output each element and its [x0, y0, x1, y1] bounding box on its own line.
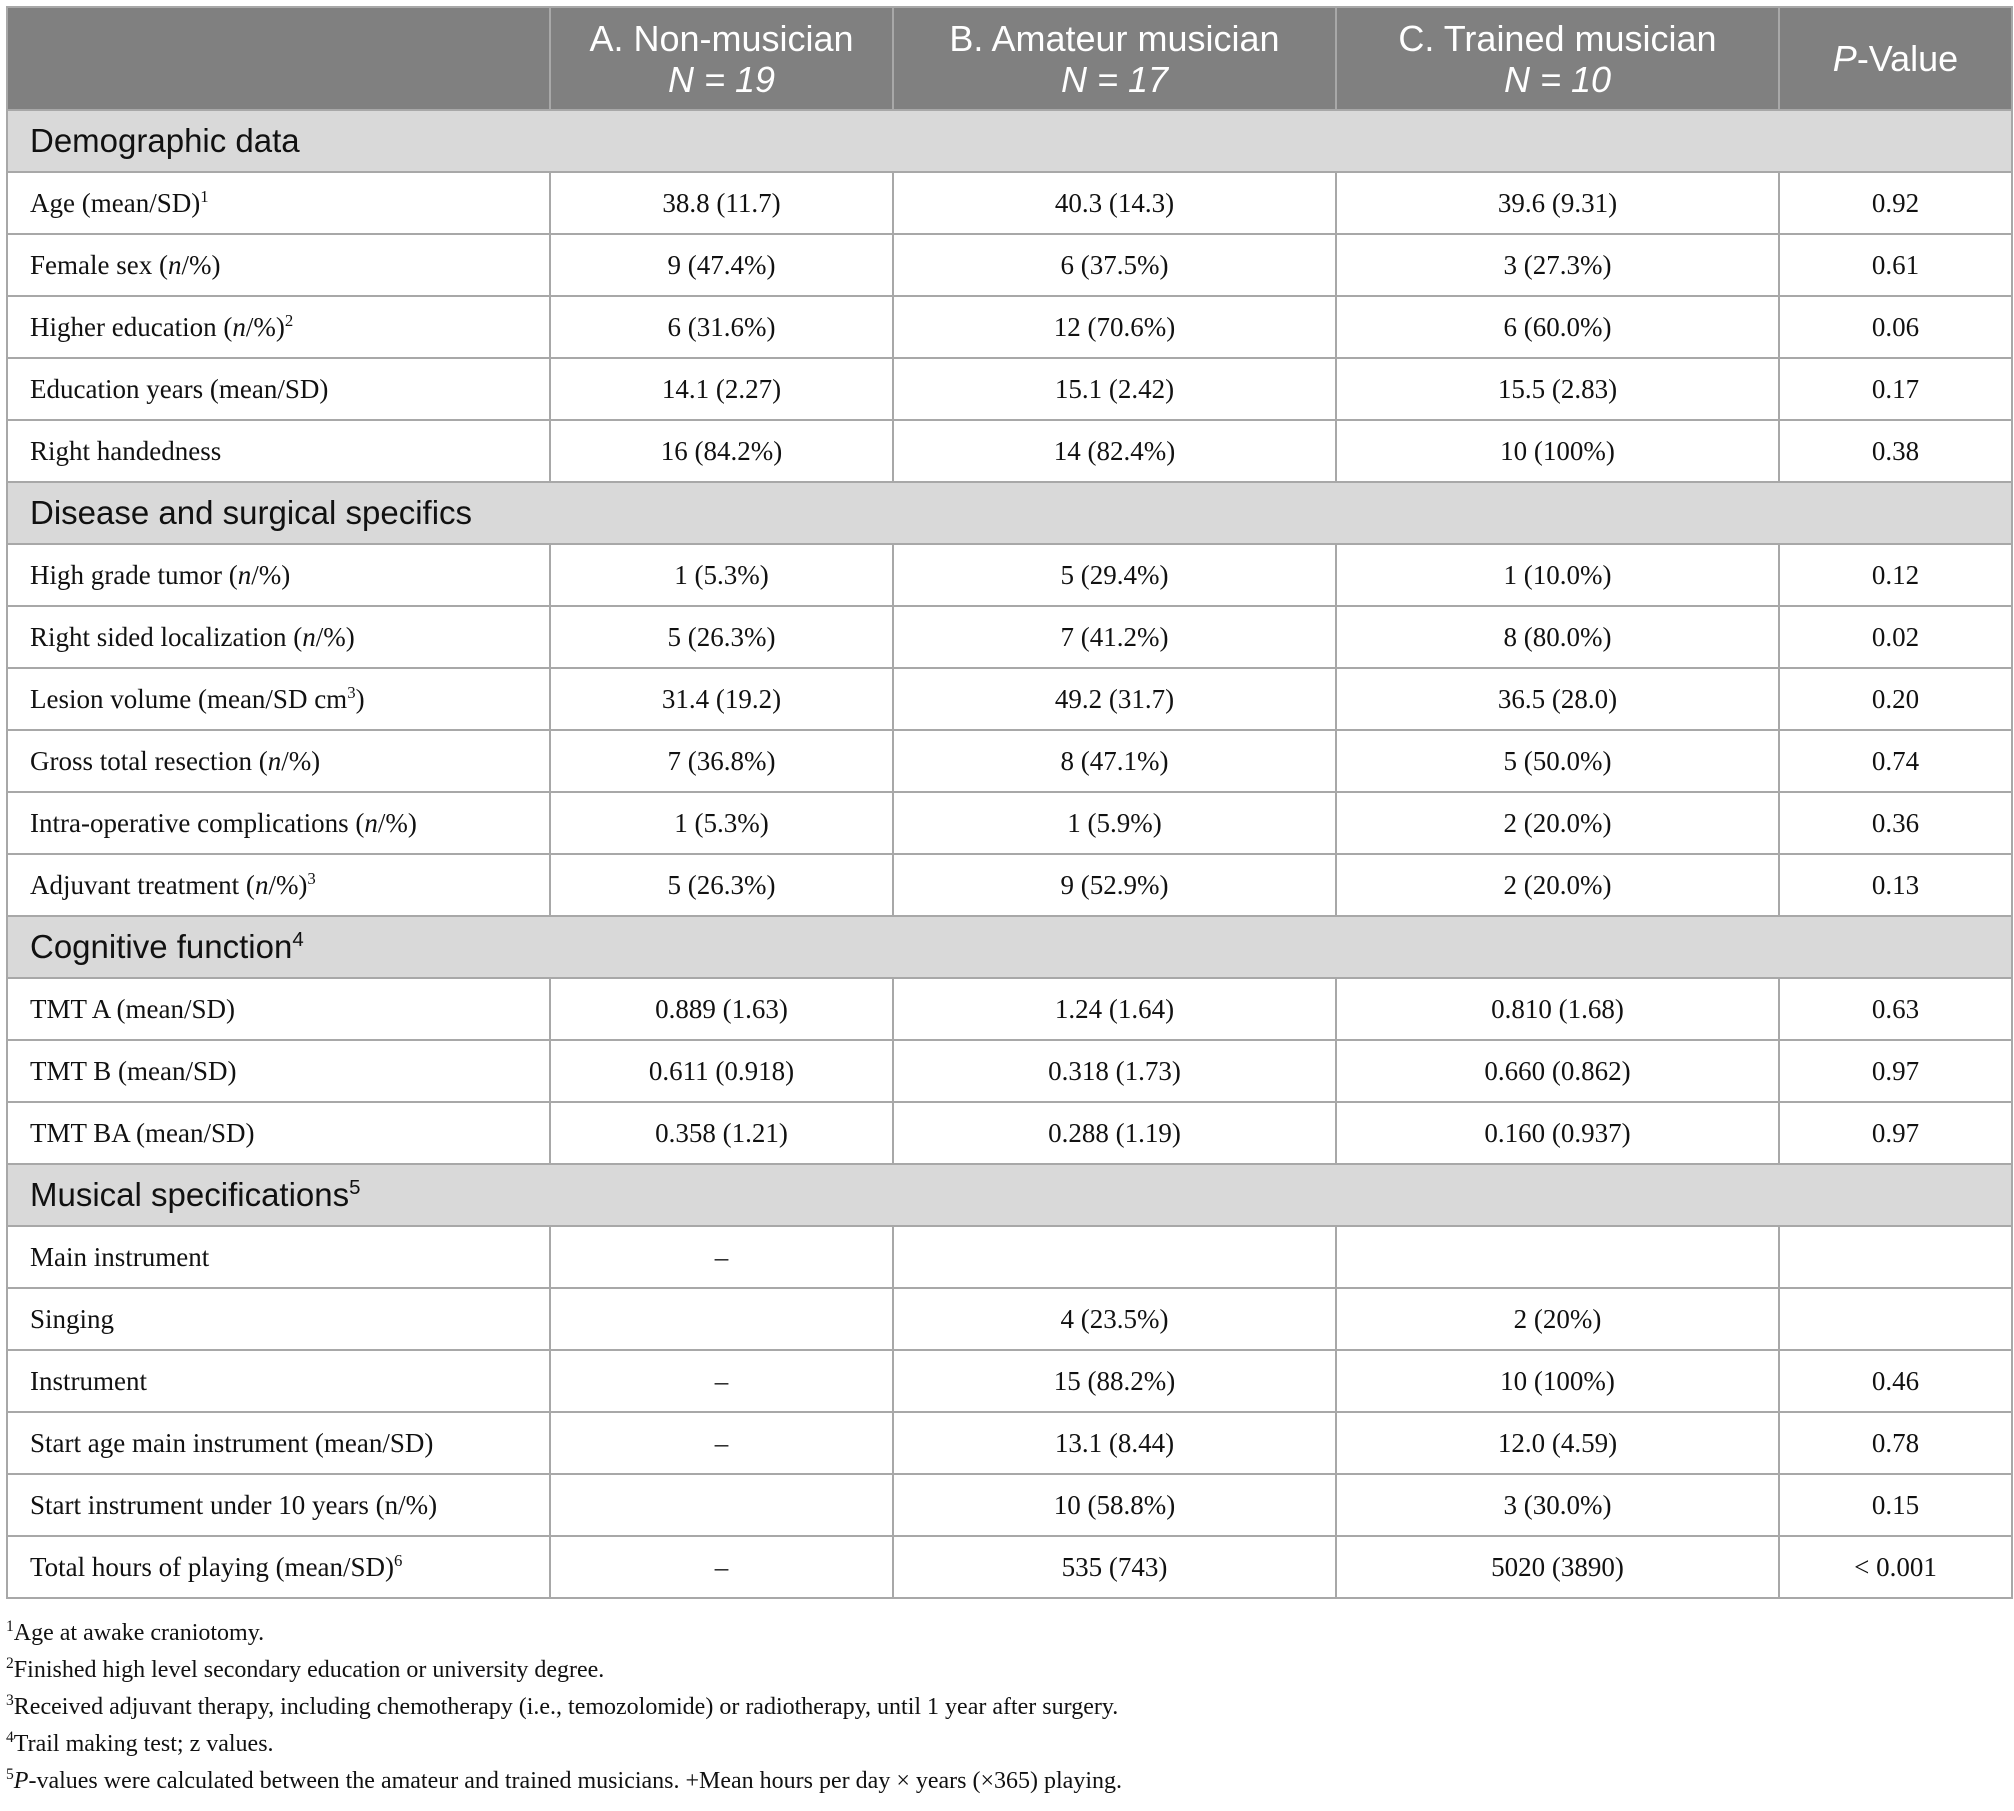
row-label-text: Age (mean/SD) — [30, 187, 201, 218]
header-col-c-title: C. Trained musician — [1398, 17, 1717, 59]
cell-amateur: 14 (82.4%) — [893, 420, 1336, 482]
header-col-a-n: N = 19 — [667, 58, 776, 100]
section-title — [7, 916, 2012, 978]
cell-p-value — [1779, 1288, 2012, 1350]
footnote — [6, 1652, 2008, 1689]
cell-non-musician: 31.4 (19.2) — [550, 668, 893, 730]
row-label — [7, 296, 550, 358]
row-label-text: /%) — [268, 869, 308, 900]
cell-amateur: 4 (23.5%) — [893, 1288, 1336, 1350]
row-label-italic: n — [232, 311, 246, 342]
cell-non-musician: 5 (26.3%) — [550, 854, 893, 916]
header-col-b — [893, 7, 1336, 110]
row-label-text: Lesion volume (mean/SD cm — [30, 683, 348, 714]
cell-trained: 15.5 (2.83) — [1336, 358, 1779, 420]
table-row — [7, 606, 2012, 668]
cell-p-value: 0.12 — [1779, 544, 2012, 606]
cell-p-value — [1779, 1226, 2012, 1288]
header-col-p-title: P-Value — [1832, 38, 1959, 79]
table-row — [7, 234, 2012, 296]
cell-trained: 5020 (3890) — [1336, 1536, 1779, 1598]
row-label — [7, 792, 550, 854]
header-col-a — [550, 7, 893, 110]
cell-non-musician: – — [550, 1350, 893, 1412]
cell-amateur: 9 (52.9%) — [893, 854, 1336, 916]
row-label — [7, 1102, 550, 1164]
footnote — [6, 1726, 2008, 1763]
cell-non-musician: 0.611 (0.918) — [550, 1040, 893, 1102]
cell-amateur: 7 (41.2%) — [893, 606, 1336, 668]
row-label-text: TMT A (mean/SD) — [30, 993, 235, 1024]
row-label-text: /%) — [315, 621, 355, 652]
row-label — [7, 1474, 550, 1536]
table-row — [7, 1102, 2012, 1164]
cell-p-value: 0.78 — [1779, 1412, 2012, 1474]
row-label-text: Total hours of playing (mean/SD) — [30, 1551, 395, 1582]
cell-amateur: 535 (743) — [893, 1536, 1336, 1598]
section-title-text: Musical specifications — [30, 1176, 350, 1213]
cell-p-value: 0.36 — [1779, 792, 2012, 854]
cell-p-value: 0.06 — [1779, 296, 2012, 358]
table-row — [7, 792, 2012, 854]
table-row — [7, 420, 2012, 482]
row-label-italic: n — [302, 621, 316, 652]
row-label-italic: n — [254, 869, 269, 900]
row-label-text: Education years (mean/SD) — [30, 373, 329, 404]
header-col-c — [1336, 7, 1779, 110]
row-label — [7, 1350, 550, 1412]
cell-non-musician: 9 (47.4%) — [550, 234, 893, 296]
footnote-italic: P — [13, 1768, 29, 1794]
cell-amateur — [893, 1226, 1336, 1288]
cell-trained: 36.5 (28.0) — [1336, 668, 1779, 730]
table-row — [7, 1226, 2012, 1288]
footnote — [6, 1763, 2008, 1800]
cell-amateur: 40.3 (14.3) — [893, 172, 1336, 234]
footnote-text: Age at awake craniotomy. — [13, 1620, 265, 1646]
cell-amateur: 8 (47.1%) — [893, 730, 1336, 792]
unit-superscript: 3 — [347, 682, 356, 702]
row-label-text: /%) — [377, 807, 417, 838]
row-label-text: ) — [355, 683, 365, 714]
cell-trained: 0.660 (0.862) — [1336, 1040, 1779, 1102]
header-col-a-title: A. Non-musician — [589, 17, 854, 59]
section-header-musical — [7, 1164, 2012, 1226]
row-label — [7, 420, 550, 482]
cell-p-value: 0.97 — [1779, 1040, 2012, 1102]
table-row — [7, 544, 2012, 606]
cell-amateur: 1 (5.9%) — [893, 792, 1336, 854]
row-label-italic: n — [364, 807, 378, 838]
cell-trained: 8 (80.0%) — [1336, 606, 1779, 668]
row-label-text: /%) — [245, 311, 285, 342]
row-label — [7, 1412, 550, 1474]
table-row — [7, 358, 2012, 420]
section-title-text: Disease and surgical specifics — [30, 494, 473, 531]
row-label — [7, 1536, 550, 1598]
header-col-b-title: B. Amateur musician — [949, 17, 1280, 59]
row-label-text: TMT B (mean/SD) — [30, 1055, 237, 1086]
row-label-text: /%) — [281, 745, 321, 776]
cell-p-value: 0.63 — [1779, 978, 2012, 1040]
cell-p-value: 0.15 — [1779, 1474, 2012, 1536]
cell-trained: 1 (10.0%) — [1336, 544, 1779, 606]
row-label-text: /%) — [251, 559, 291, 590]
section-title — [7, 110, 2012, 172]
cell-non-musician: – — [550, 1226, 893, 1288]
cell-trained: 0.160 (0.937) — [1336, 1102, 1779, 1164]
row-label — [7, 668, 550, 730]
section-header-demographic — [7, 110, 2012, 172]
row-label — [7, 730, 550, 792]
table-row — [7, 1350, 2012, 1412]
cell-trained: 10 (100%) — [1336, 420, 1779, 482]
cell-trained: 12.0 (4.59) — [1336, 1412, 1779, 1474]
footnotes — [6, 1615, 2008, 1800]
cell-amateur: 0.318 (1.73) — [893, 1040, 1336, 1102]
cell-p-value: 0.02 — [1779, 606, 2012, 668]
row-label-italic: n — [167, 249, 182, 280]
cell-trained: 2 (20.0%) — [1336, 854, 1779, 916]
cell-trained: 2 (20.0%) — [1336, 792, 1779, 854]
table-row — [7, 172, 2012, 234]
cell-p-value: 0.61 — [1779, 234, 2012, 296]
cell-amateur: 5 (29.4%) — [893, 544, 1336, 606]
cell-non-musician: 0.358 (1.21) — [550, 1102, 893, 1164]
cell-trained: 39.6 (9.31) — [1336, 172, 1779, 234]
data-table — [6, 6, 2013, 1599]
cell-amateur: 49.2 (31.7) — [893, 668, 1336, 730]
cell-non-musician — [550, 1474, 893, 1536]
cell-p-value: 0.17 — [1779, 358, 2012, 420]
cell-amateur: 0.288 (1.19) — [893, 1102, 1336, 1164]
cell-non-musician: 6 (31.6%) — [550, 296, 893, 358]
header-row — [7, 7, 2012, 110]
cell-non-musician: – — [550, 1412, 893, 1474]
footnote-ref: 3 — [307, 868, 316, 888]
row-label-text: Right sided localization ( — [30, 621, 303, 652]
cell-non-musician: 14.1 (2.27) — [550, 358, 893, 420]
row-label-text: High grade tumor ( — [30, 559, 238, 590]
cell-amateur: 1.24 (1.64) — [893, 978, 1336, 1040]
cell-non-musician — [550, 1288, 893, 1350]
row-label — [7, 1288, 550, 1350]
row-label-text: Start instrument under 10 years (n/%) — [30, 1489, 438, 1520]
cell-non-musician: 1 (5.3%) — [550, 544, 893, 606]
section-header-disease — [7, 482, 2012, 544]
section-title — [7, 1164, 2012, 1226]
cell-trained: 3 (27.3%) — [1336, 234, 1779, 296]
cell-non-musician: 7 (36.8%) — [550, 730, 893, 792]
cell-p-value: 0.74 — [1779, 730, 2012, 792]
footnote-ref: 1 — [200, 186, 209, 206]
table-row — [7, 730, 2012, 792]
cell-non-musician: – — [550, 1536, 893, 1598]
cell-non-musician: 38.8 (11.7) — [550, 172, 893, 234]
footnote-ref: 4 — [292, 928, 304, 951]
cell-p-value: 0.97 — [1779, 1102, 2012, 1164]
row-label — [7, 606, 550, 668]
footnote-ref: 6 — [394, 1550, 403, 1570]
row-label — [7, 234, 550, 296]
cell-amateur: 6 (37.5%) — [893, 234, 1336, 296]
cell-trained — [1336, 1226, 1779, 1288]
footnote — [6, 1689, 2008, 1726]
section-header-cognitive — [7, 916, 2012, 978]
row-label — [7, 854, 550, 916]
cell-p-value: < 0.001 — [1779, 1536, 2012, 1598]
cell-trained: 5 (50.0%) — [1336, 730, 1779, 792]
cell-non-musician: 16 (84.2%) — [550, 420, 893, 482]
footnote-number: 1 — [6, 1618, 14, 1635]
cell-amateur: 15.1 (2.42) — [893, 358, 1336, 420]
table-row — [7, 1288, 2012, 1350]
row-label-text: Start age main instrument (mean/SD) — [30, 1427, 434, 1458]
footnote-number: 2 — [6, 1655, 14, 1672]
row-label-text: Instrument — [30, 1365, 147, 1396]
cell-trained: 0.810 (1.68) — [1336, 978, 1779, 1040]
row-label-text: Main instrument — [30, 1241, 210, 1272]
table-row — [7, 978, 2012, 1040]
row-label — [7, 172, 550, 234]
section-title-text: Cognitive function — [30, 928, 293, 965]
footnote-number: 3 — [6, 1692, 14, 1709]
footnote-text: Trail making test; z values. — [13, 1731, 274, 1757]
table-row — [7, 1536, 2012, 1598]
table-row — [7, 668, 2012, 730]
cell-amateur: 15 (88.2%) — [893, 1350, 1336, 1412]
cell-amateur: 12 (70.6%) — [893, 296, 1336, 358]
footnote-text: Finished high level secondary education or university degree. — [13, 1657, 605, 1683]
row-label-text: /%) — [181, 249, 221, 280]
table-row — [7, 1412, 2012, 1474]
cell-p-value: 0.13 — [1779, 854, 2012, 916]
row-label — [7, 978, 550, 1040]
footnote-ref: 2 — [284, 310, 294, 330]
footnote-ref: 5 — [349, 1176, 361, 1199]
cell-amateur: 13.1 (8.44) — [893, 1412, 1336, 1474]
cell-p-value: 0.20 — [1779, 668, 2012, 730]
row-label-text: Singing — [30, 1303, 115, 1334]
cell-non-musician: 1 (5.3%) — [550, 792, 893, 854]
table-row — [7, 296, 2012, 358]
header-col-p — [1779, 7, 2012, 110]
cell-non-musician: 0.889 (1.63) — [550, 978, 893, 1040]
cell-p-value: 0.46 — [1779, 1350, 2012, 1412]
row-label-text: Intra-operative complications ( — [30, 807, 365, 838]
section-title — [7, 482, 2012, 544]
cell-trained: 10 (100%) — [1336, 1350, 1779, 1412]
row-label-text: Female sex ( — [30, 249, 168, 280]
row-label — [7, 1040, 550, 1102]
row-label-text: TMT BA (mean/SD) — [30, 1117, 255, 1148]
header-col-b-n: N = 17 — [1060, 58, 1169, 100]
row-label-text: Right handedness — [30, 435, 222, 466]
cell-trained: 2 (20%) — [1336, 1288, 1779, 1350]
row-label-italic: n — [237, 559, 252, 590]
cell-p-value: 0.92 — [1779, 172, 2012, 234]
cell-non-musician: 5 (26.3%) — [550, 606, 893, 668]
cell-p-value: 0.38 — [1779, 420, 2012, 482]
row-label-text: Higher education ( — [30, 311, 233, 342]
table-body — [7, 110, 2012, 1598]
table-row — [7, 1040, 2012, 1102]
table-row — [7, 1474, 2012, 1536]
row-label — [7, 1226, 550, 1288]
header-col-c-n: N = 10 — [1503, 58, 1612, 100]
footnote-text: Received adjuvant therapy, including chemotherapy (i.e., temozolomide) or radiotherapy, until 1 year after surgery. — [13, 1694, 1119, 1720]
table-container — [6, 6, 2008, 1800]
cell-amateur: 10 (58.8%) — [893, 1474, 1336, 1536]
row-label-text: Gross total resection ( — [30, 745, 268, 776]
cell-trained: 6 (60.0%) — [1336, 296, 1779, 358]
section-title-text: Demographic data — [30, 122, 300, 159]
row-label-italic: n — [267, 745, 282, 776]
footnote-number: 5 — [6, 1766, 14, 1783]
header-label-cell — [7, 7, 550, 110]
cell-trained: 3 (30.0%) — [1336, 1474, 1779, 1536]
row-label — [7, 358, 550, 420]
row-label — [7, 544, 550, 606]
footnote-text: -values were calculated between the amateur and trained musicians. +Mean hours per day × years (×365) playing. — [28, 1768, 1122, 1794]
table-row — [7, 854, 2012, 916]
footnote — [6, 1615, 2008, 1652]
footnote-number: 4 — [6, 1729, 14, 1746]
row-label-text: Adjuvant treatment ( — [30, 869, 255, 900]
